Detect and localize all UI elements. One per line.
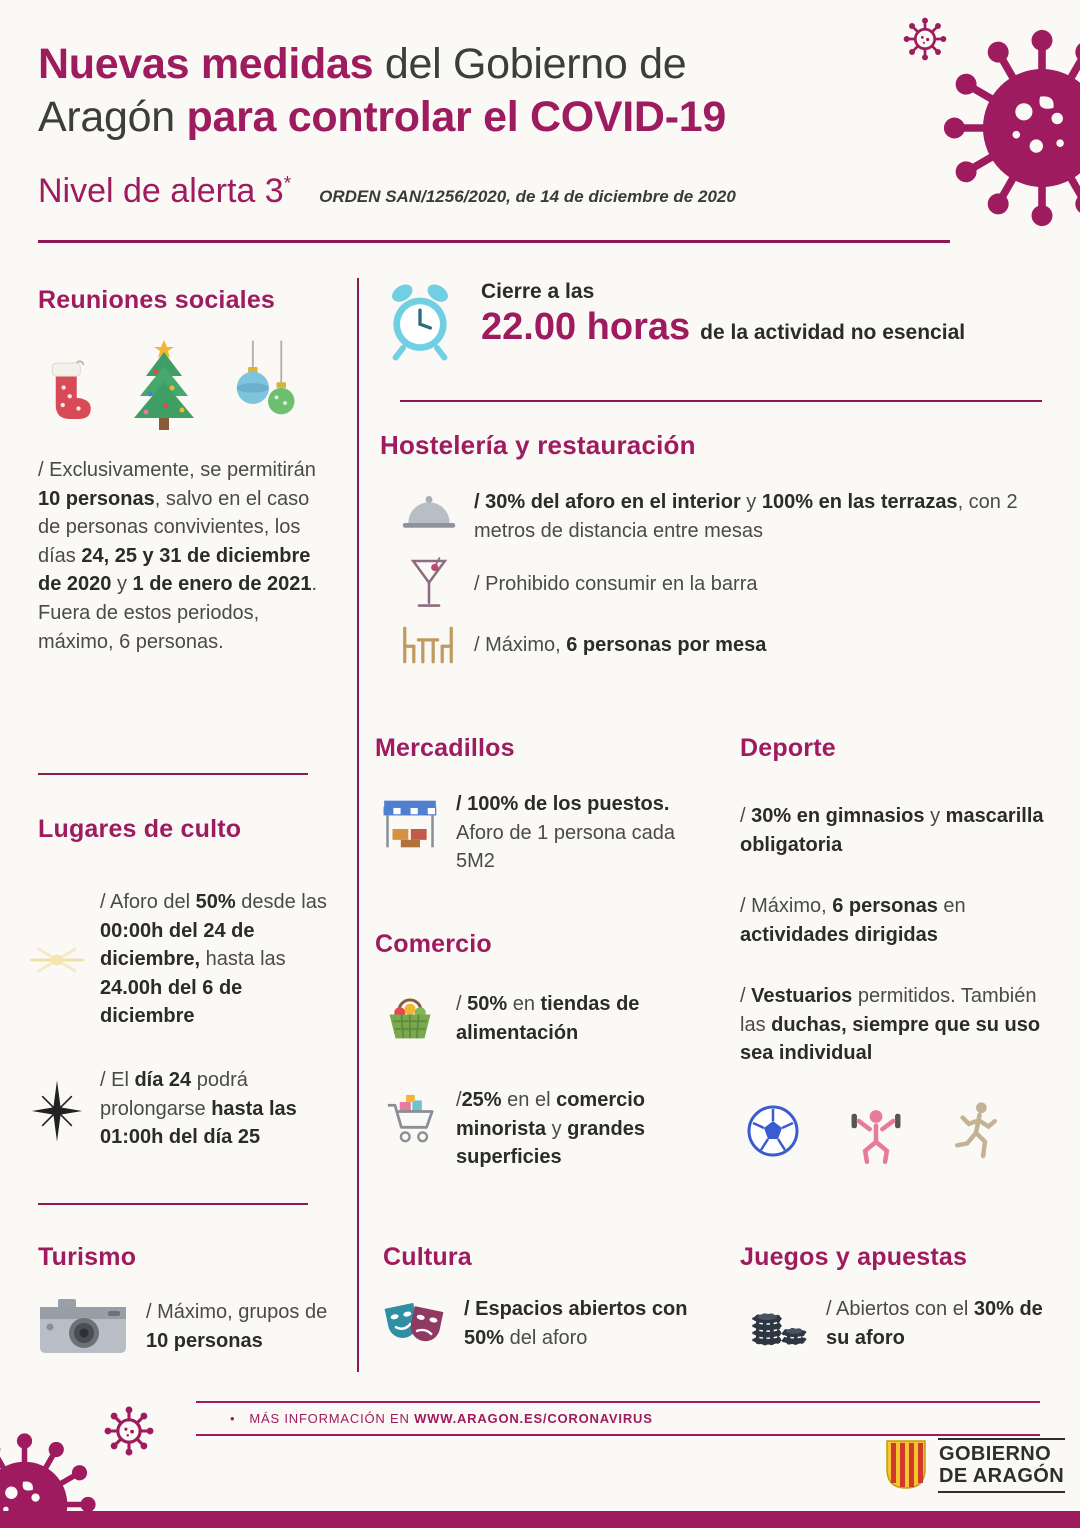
info-bullet: •: [230, 1411, 236, 1426]
closure-suffix: de la actividad no esencial: [700, 321, 966, 344]
divider: [38, 1203, 308, 1205]
shopping-cart-icon: [378, 1092, 442, 1150]
mercadillos-item: [378, 790, 690, 876]
hosteleria-text-2: / Prohibido consumir en la barra: [474, 572, 758, 595]
comercio-text-1: / 50% en tiendas de alimentación: [456, 993, 640, 1044]
title-line1: Nuevas medidas del Gobierno de: [38, 40, 687, 88]
closure-divider: [400, 400, 1042, 402]
gobierno-aragon-logo: [884, 1438, 1065, 1493]
order-reference: ORDEN SAN/1256/2020, de 14 de diciembre de 2020: [319, 187, 736, 206]
page-title: [38, 38, 878, 145]
info-text: MÁS INFORMACIÓN EN WWW.ARAGON.ES/CORONAVIRUS: [249, 1411, 653, 1426]
info-band: [196, 1401, 1040, 1436]
market-stall-icon: [378, 796, 442, 852]
juegos-text: / Abiertos con el 30% de su aforo: [826, 1298, 1043, 1349]
divider: [38, 773, 308, 775]
alert-level-row: [38, 172, 736, 211]
coronavirus-outline-icon: [98, 1400, 160, 1462]
closure-text: [481, 280, 965, 364]
turismo-text: / Máximo, grupos de 10 personas: [146, 1301, 328, 1352]
logo-line1: GOBIERNO: [939, 1443, 1052, 1465]
hosteleria-item-3: [396, 624, 1046, 666]
christmas-icons: [40, 338, 304, 434]
juegos-item: [744, 1295, 1056, 1352]
hosteleria-text-1: / 30% del aforo en el interior y 100% en las terrazas, con 2 metros de distancia entre mesas: [474, 491, 1018, 542]
coronavirus-icon: [942, 28, 1080, 228]
food-basket-icon: [378, 990, 442, 1044]
turismo-heading: Turismo: [38, 1243, 137, 1271]
deporte-text-1: / 30% en gimnasios y mascarilla obligatoria: [740, 805, 1044, 856]
deporte-text-3: / Vestuarios permitidos. También las duchas, siempre que su uso sea individual: [740, 985, 1041, 1065]
vertical-divider: [357, 278, 359, 1372]
hosteleria-text-3: / Máximo, 6 personas por mesa: [474, 633, 767, 656]
comercio-text-2: /25% en el comercio minorista y grandes superficies: [456, 1089, 646, 1169]
alarm-clock-icon: [383, 280, 457, 364]
deporte-text-2: / Máximo, 6 personas en actividades dirigidas: [740, 895, 966, 946]
closure-line2: [481, 306, 965, 349]
cultura-item: [378, 1295, 708, 1352]
theater-masks-icon: [378, 1299, 450, 1351]
christmas-stocking-icon: [40, 348, 96, 434]
poker-chips-icon: [744, 1297, 812, 1351]
closure-banner: [383, 280, 1045, 364]
turismo-item: [34, 1295, 344, 1359]
christmas-tree-icon: [126, 338, 202, 434]
cultura-text: / Espacios abiertos con 50% del aforo: [464, 1298, 688, 1349]
header-rule: [38, 240, 950, 243]
hosteleria-item-2: [398, 552, 1048, 616]
alert-level: Nivel de alerta 3*: [38, 172, 292, 210]
comercio-item-1: [378, 990, 694, 1047]
culto-heading: Lugares de culto: [38, 815, 242, 843]
culto-item-1: [28, 888, 340, 1031]
culto-item-2: [28, 1066, 340, 1152]
camera-icon: [34, 1295, 132, 1359]
serving-cloche-icon: [398, 492, 460, 536]
info-url-link[interactable]: WWW.ARAGON.ES/CORONAVIRUS: [414, 1411, 653, 1426]
cultura-heading: Cultura: [383, 1243, 472, 1271]
mercadillos-heading: Mercadillos: [375, 734, 515, 762]
bottom-bar: [0, 1511, 1080, 1528]
table-chairs-icon: [396, 624, 460, 666]
deporte-heading: Deporte: [740, 734, 836, 762]
logo-text: [938, 1438, 1065, 1493]
title-line2: Aragón para controlar el COVID-19: [38, 93, 726, 142]
comercio-heading: Comercio: [375, 930, 492, 958]
logo-line2: DE ARAGÓN: [939, 1465, 1065, 1488]
hosteleria-item-1: [398, 488, 1048, 545]
reuniones-text: / Exclusivamente, se permitirán 10 personas, salvo en el caso de personas convivientes, los días 24, 25 y 31 de diciembre de 2020 y 1 de enero de 2021. Fuera de estos periodos, máximo, 6 personas.: [38, 459, 318, 653]
runner-icon: [951, 1098, 1001, 1164]
culto-text-1: / Aforo del 50% desde las 00:00h del 24 de diciembre, hasta las 24.00h del 6 de diciembre: [100, 891, 327, 1028]
soccer-ball-icon: [745, 1103, 801, 1159]
hosteleria-heading: Hostelería y restauración: [380, 430, 696, 460]
cocktail-icon: [398, 552, 460, 616]
star-icon: [28, 1080, 86, 1142]
aragon-shield-icon: [884, 1439, 928, 1491]
juegos-heading: Juegos y apuestas: [740, 1243, 968, 1271]
culto-text-2: / El día 24 podrá prolongarse hasta las 01:00h del día 25: [100, 1069, 297, 1149]
comercio-item-2: [378, 1086, 698, 1172]
sun-rays-icon: [28, 940, 86, 980]
sports-icons: [745, 1098, 1001, 1164]
alert-asterisk: *: [283, 173, 292, 195]
mercadillos-text: / 100% de los puestos. Aforo de 1 persona cada 5M2: [456, 793, 676, 873]
christmas-ornaments-icon: [232, 338, 304, 434]
closure-line1: Cierre a las: [481, 280, 595, 303]
weightlifter-icon: [847, 1098, 905, 1164]
reuniones-heading: Reuniones sociales: [38, 286, 276, 314]
closure-time: 22.00 horas: [481, 306, 691, 348]
